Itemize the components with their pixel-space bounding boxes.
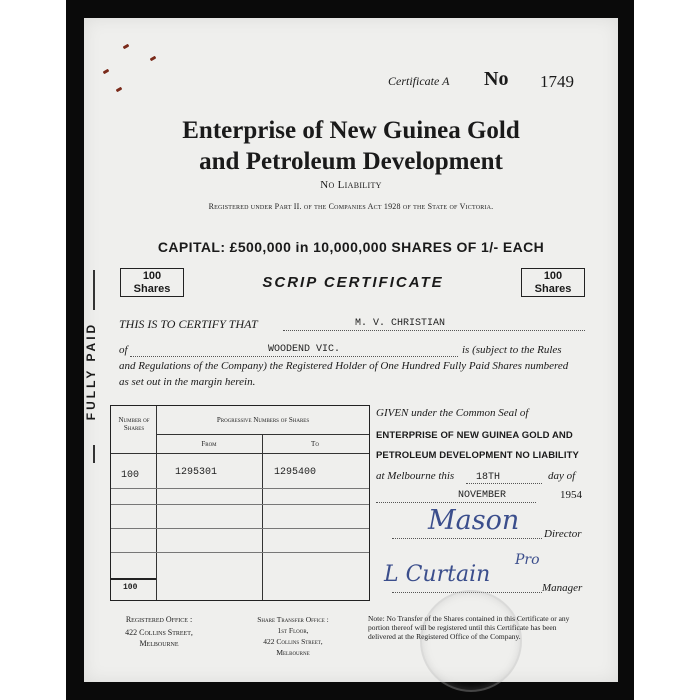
share-count-unit: Shares — [133, 283, 171, 295]
registration-text: Registered under Part II. of the Companies Act 1928 of the State of Victoria. — [208, 202, 494, 211]
col-header-to: To — [311, 440, 319, 448]
day-label: day of — [548, 470, 576, 482]
manager-signature: L Curtain — [384, 562, 491, 587]
transfer-title: Share Transfer Office : — [257, 615, 329, 624]
table-divider — [111, 504, 369, 505]
scrip-certificate-title: SCRIP CERTIFICATE — [262, 274, 444, 291]
transfer-addr1: 1st Floor, — [277, 626, 309, 635]
company-seal-line1: ENTERPRISE OF NEW GUINEA GOLD AND — [376, 430, 573, 441]
company-title-line2: and Petroleum Development — [199, 148, 503, 175]
col-header-from: From — [201, 440, 217, 448]
manager-signature-suffix: Pro — [515, 552, 540, 568]
table-divider — [156, 406, 157, 600]
month-line — [376, 502, 536, 503]
margin-text: as set out in the margin herein. — [119, 376, 256, 388]
share-count-box-left — [120, 268, 184, 297]
month-value: NOVEMBER — [458, 490, 507, 501]
holder-name: M. V. CHRISTIAN — [355, 318, 446, 329]
col-header-number: Number of Shares — [118, 416, 150, 432]
transfer-addr2: 422 Collins Street, — [263, 637, 323, 646]
capital-line: CAPITAL: £500,000 in 10,000,000 SHARES OF 1/- EACH — [157, 239, 545, 255]
table-divider — [111, 453, 369, 454]
holder-line — [283, 330, 585, 331]
row-from: 1295301 — [175, 467, 218, 478]
reg-office-addr2: Melbourne — [139, 639, 179, 648]
table-divider — [111, 578, 156, 580]
registered-office — [104, 614, 214, 649]
company-seal-line2: PETROLEUM DEVELOPMENT NO LIABILITY — [376, 450, 579, 461]
reg-office-title: Registered Office : — [125, 615, 193, 624]
given-text: GIVEN under the Common Seal of — [376, 407, 529, 419]
director-signature: Mason — [428, 505, 520, 536]
share-count-number: 100 — [142, 270, 162, 282]
embossed-seal-icon — [420, 590, 522, 692]
table-divider — [111, 488, 369, 489]
manager-label: Manager — [542, 582, 583, 594]
transfer-addr3: Melbourne — [276, 648, 310, 657]
day-value: 18TH — [476, 472, 501, 483]
col-header-progressive: Progressive Numbers of Shares — [216, 416, 310, 424]
year-value: 1954 — [560, 489, 582, 501]
certificate-label: Certificate A — [388, 74, 450, 88]
row-shares: 100 — [121, 470, 140, 481]
row-to: 1295400 — [274, 467, 317, 478]
transfer-office — [232, 614, 354, 658]
share-count-unit: Shares — [534, 283, 572, 295]
transfer-note: Note: No Transfer of the Shares contained in this Certificate or any portion thereof will be registered until this Certificate has been delivered at the Registered Office of the Company. — [368, 614, 570, 641]
total-shares: 100 — [123, 583, 138, 592]
holder-address: WOODEND VIC. — [268, 344, 341, 355]
certify-intro: THIS IS TO CERTIFY THAT — [119, 317, 258, 331]
table-divider — [156, 434, 369, 435]
table-divider — [111, 552, 369, 553]
fully-paid-text: FULLY PAID — [84, 321, 99, 421]
liability-text: No Liability — [320, 179, 382, 191]
of-label: of — [119, 344, 128, 356]
director-label: Director — [544, 528, 582, 540]
subject-text: is (subject to the Rules — [462, 344, 562, 356]
table-divider — [111, 528, 369, 529]
table-divider — [262, 434, 263, 600]
day-line — [466, 483, 542, 484]
margin-rule — [93, 445, 95, 463]
share-count-box-right — [521, 268, 585, 297]
margin-rule — [93, 270, 95, 310]
share-count-number: 100 — [543, 270, 563, 282]
director-line — [392, 538, 542, 539]
number-symbol: No — [484, 68, 509, 90]
address-line — [130, 356, 458, 357]
company-title-line1: Enterprise of New Guinea Gold — [182, 117, 520, 144]
reg-office-addr1: 422 Collins Street, — [125, 628, 193, 637]
regulations-text: and Regulations of the Company) the Registered Holder of One Hundred Fully Paid Shares numbered — [119, 360, 569, 372]
certificate-number: 1749 — [540, 72, 574, 91]
melbourne-text: at Melbourne this — [376, 470, 455, 482]
share-numbers-table — [110, 405, 370, 601]
fully-paid-label — [78, 318, 110, 438]
